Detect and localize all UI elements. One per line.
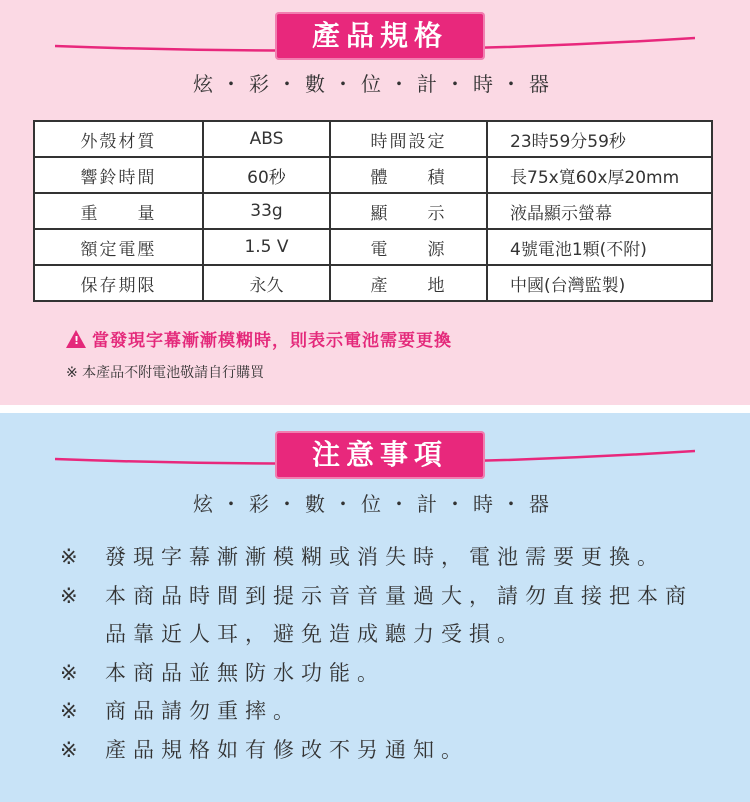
note-item <box>60 538 710 577</box>
spec-subtitle: 炫・彩・數・位・計・時・器 <box>193 72 557 96</box>
spec-value: 4號電池1顆(不附) <box>487 229 712 265</box>
note-bullet: ※ <box>60 737 78 762</box>
note-bullet: ※ <box>60 660 78 685</box>
note-text: 商品請勿重摔。 <box>105 699 301 723</box>
note-item <box>60 731 710 770</box>
spec-value: ABS <box>203 121 330 157</box>
note-item <box>60 654 710 693</box>
spec-title: 產品規格 <box>275 12 485 60</box>
spec-value: 1.5 V <box>203 229 330 265</box>
notes-title: 注意事項 <box>275 431 485 479</box>
spec-row <box>34 229 712 265</box>
spec-value: 液晶顯示螢幕 <box>487 193 712 229</box>
spec-row <box>34 265 712 301</box>
spec-value: 永久 <box>203 265 330 301</box>
spec-label: 時間設定 <box>330 121 487 157</box>
note-item <box>60 692 710 731</box>
spec-value: 23時59分59秒 <box>487 121 712 157</box>
spec-value: 長75x寬60x厚20mm <box>487 157 712 193</box>
spec-label: 顯 示 <box>330 193 487 229</box>
note-text: 發現字幕漸漸模糊或消失時，電池需要更換。 <box>105 545 665 569</box>
spec-row <box>34 193 712 229</box>
spec-label: 產 地 <box>330 265 487 301</box>
spec-label: 響鈴時間 <box>34 157 203 193</box>
spec-row <box>34 121 712 157</box>
spec-label: 重 量 <box>34 193 203 229</box>
spec-label: 外殼材質 <box>34 121 203 157</box>
spec-label: 額定電壓 <box>34 229 203 265</box>
spec-value: 中國(台灣監製) <box>487 265 712 301</box>
spec-row <box>34 157 712 193</box>
note-item <box>60 577 710 654</box>
spec-table <box>33 120 713 302</box>
warning-text: 當發現字幕漸漸模糊時，則表示電池需要更換 <box>92 331 452 351</box>
note-text: 本商品時間到提示音音量過大，請勿直接把本商品靠近人耳，避免造成聽力受損。 <box>105 583 693 646</box>
spec-value: 60秒 <box>203 157 330 193</box>
note-bullet: ※ <box>60 699 78 723</box>
spec-value: 33g <box>203 193 330 229</box>
spec-label: 保存期限 <box>34 265 203 301</box>
spec-label: 電 源 <box>330 229 487 265</box>
note-bullet: ※ <box>60 545 78 569</box>
note-text: 本商品並無防水功能。 <box>105 660 385 685</box>
footnote: ※ 本產品不附電池敬請自行購買 <box>66 365 265 381</box>
note-bullet: ※ <box>60 583 78 608</box>
notes-subtitle: 炫・彩・數・位・計・時・器 <box>193 492 557 516</box>
spec-label: 體 積 <box>330 157 487 193</box>
notes-list <box>60 538 710 769</box>
battery-warning <box>66 326 452 351</box>
note-text: 產品規格如有修改不另通知。 <box>105 737 469 762</box>
warning-icon: ! <box>66 330 86 348</box>
notes-section <box>0 413 750 802</box>
